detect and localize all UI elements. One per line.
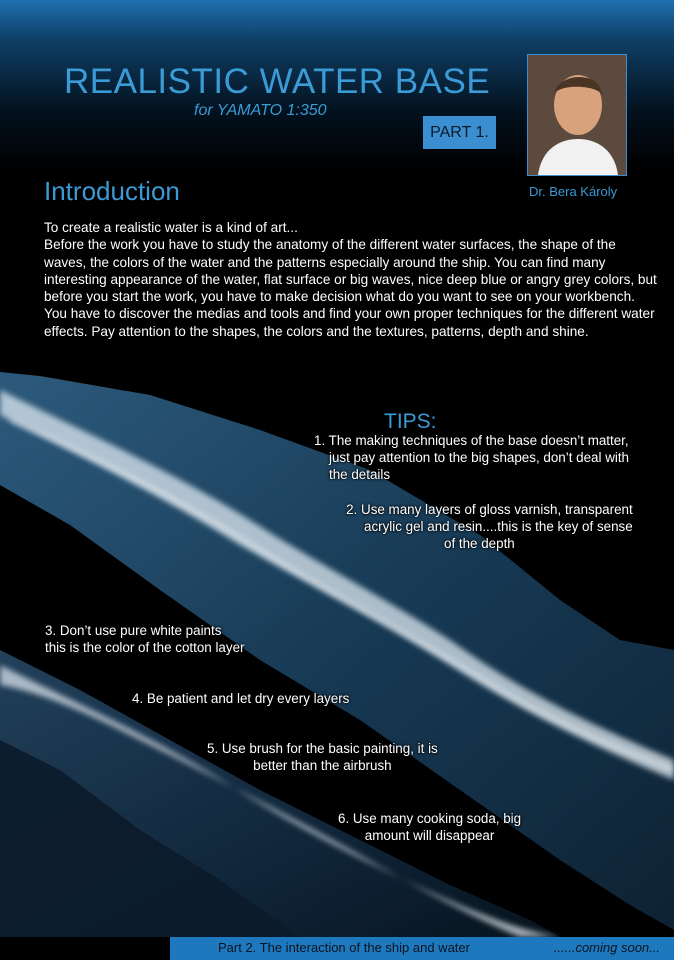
tip-3 xyxy=(45,622,244,656)
author-name: Dr. Bera Károly xyxy=(529,184,618,199)
tip-2 xyxy=(344,501,633,553)
intro-text xyxy=(44,219,660,340)
tip-line: 5. Use brush for the basic painting, it is xyxy=(207,741,438,756)
intro-paragraph: To create a realistic water is a kind of art... xyxy=(44,220,298,235)
author-portrait xyxy=(527,54,627,176)
tip-line: 1. The making techniques of the base doesn’t matter, xyxy=(314,433,629,448)
part-badge: PART 1. xyxy=(423,116,496,149)
tip-line: this is the color of the cotton layer xyxy=(45,640,245,656)
tip-line: 4. Be patient and let dry every layers xyxy=(132,691,350,706)
page-title: REALISTIC WATER BASE xyxy=(64,62,491,101)
footer-next-part: Part 2. The interaction of the ship and water xyxy=(218,940,470,955)
tip-line: 3. Don’t use pure white paints xyxy=(45,623,222,638)
tip-line: acrylic gel and resin....this is the key of sense xyxy=(364,519,633,535)
tip-4 xyxy=(132,690,349,707)
footer-bar xyxy=(170,937,674,960)
tip-line: amount will disappear xyxy=(364,828,495,844)
tip-line: just pay attention to the big shapes, don’t deal with xyxy=(329,450,630,466)
tip-line: the details xyxy=(329,467,391,483)
tip-line: 6. Use many cooking soda, big xyxy=(338,811,522,826)
page-subtitle: for YAMATO 1:350 xyxy=(194,102,327,119)
tip-line: better than the airbrush xyxy=(253,758,392,774)
tips-heading: TIPS: xyxy=(384,410,437,433)
tip-6 xyxy=(338,810,521,844)
intro-paragraph: Before the work you have to study the anatomy of the different water surfaces, the shape of the waves, the colors of the water and the patterns especially around the ship. You can find many interesting appearance of the water, flat surface or big waves, nice deep blue or angry grey colors, but before you start the work, you have to make decision what do you want to see on your workbench. xyxy=(44,237,657,305)
tip-5 xyxy=(207,740,438,774)
tip-line: 2. Use many layers of gloss varnish, transparent xyxy=(346,502,633,517)
tip-line: of the depth xyxy=(444,536,515,552)
intro-paragraph: You have to discover the medias and tools and find your own proper techniques for the different water effects. Pay attention to the shapes, the colors and the textures, patterns, depth and shine. xyxy=(44,306,655,339)
intro-heading: Introduction xyxy=(44,176,180,206)
footer-coming-soon: ......coming soon... xyxy=(553,940,660,955)
tip-1 xyxy=(314,432,629,484)
